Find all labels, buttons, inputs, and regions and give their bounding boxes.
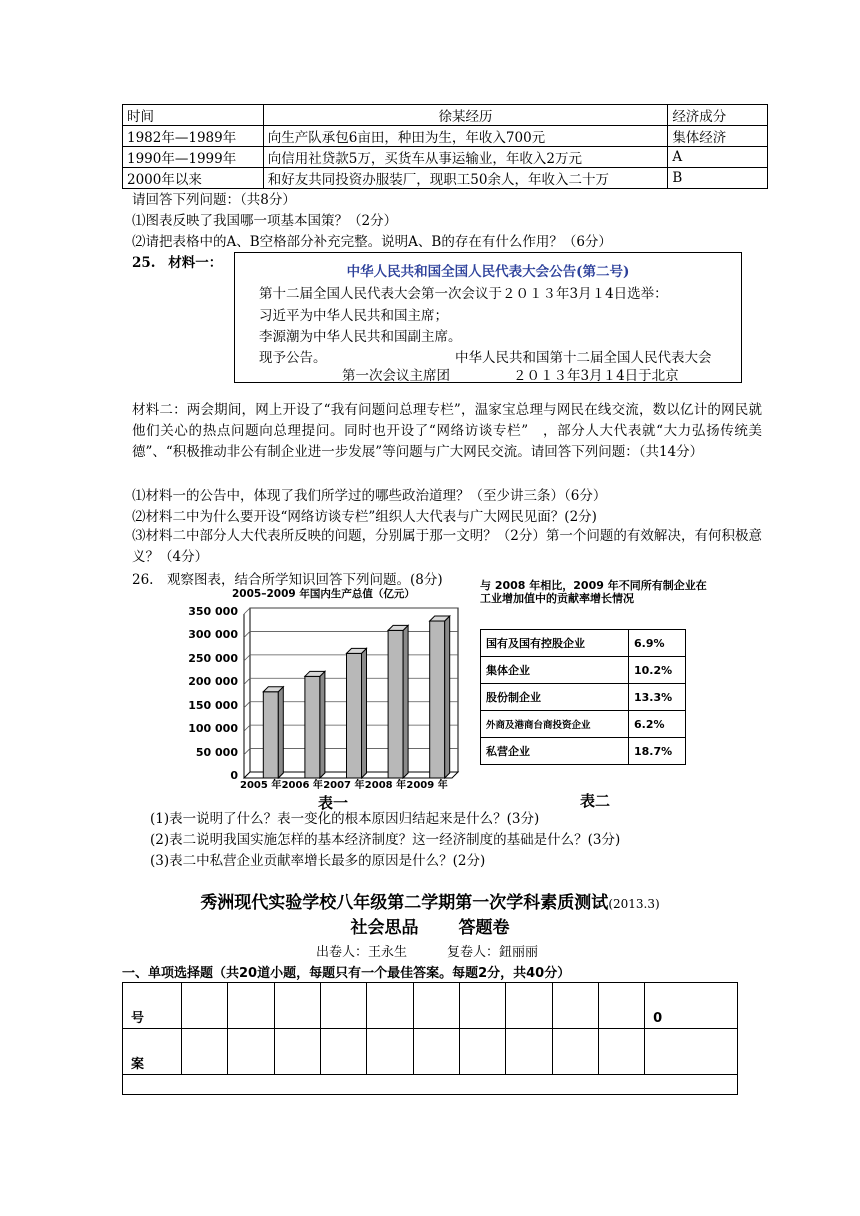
- notice-line: 习近平为中华人民共和国主席；: [259, 308, 448, 324]
- table-cell: 2000年以来: [123, 168, 264, 189]
- grid-cell: 号: [123, 983, 182, 1029]
- table-row: [123, 126, 768, 147]
- q24-question-2: ⑵请把表格中的A、B空格部分补充完整。说明A、B的存在有什么作用？（6分）: [132, 234, 612, 250]
- material2-paragraph: 材料二：两会期间，网上开设了“我有问题问总理专栏”，温家宝总理与网民在线交流，数以亿计的网民就他们关心的热点问题向总理提问。同时也开设了“网络访谈专栏” ，部分人大代表就“大力弘扬传统美德”、“积极推动非公有制企业进一步发展”等问题与广大网民交流。请回答下列问题：（共14分）: [132, 402, 762, 460]
- grid-cell[interactable]: [182, 983, 228, 1029]
- exam-authors: [316, 941, 538, 960]
- table-row: [481, 657, 686, 684]
- gridline: [244, 749, 250, 755]
- x-tick-label: 2009 年: [406, 780, 448, 791]
- table-row: [123, 168, 768, 189]
- q25-question-1: ⑴材料一的公告中，体现了我们所学过的哪些政治道理？（至少讲三条）（6分）: [132, 488, 607, 504]
- table2-caption: 表二: [580, 792, 611, 810]
- author: 出卷人：王永生: [316, 945, 408, 960]
- bar-2008: [388, 630, 403, 778]
- grid-cell[interactable]: [320, 983, 366, 1029]
- table-cell: 1982年—1989年: [123, 126, 264, 147]
- notice-line: 中华人民共和国第十二届全国人民代表大会: [455, 350, 712, 366]
- contribution-rate-cell: 10.2%: [629, 657, 686, 684]
- grid-cell[interactable]: [598, 983, 644, 1029]
- grid-cell[interactable]: [506, 983, 552, 1029]
- contribution-rate-cell: 13.3%: [629, 684, 686, 711]
- answer-cell[interactable]: [274, 1029, 320, 1075]
- bar-2007: [347, 653, 362, 778]
- q24-question-1: ⑴图表反映了我国哪一项基本国策？（2分）: [132, 213, 398, 229]
- gdp-bar-chart: [236, 606, 462, 792]
- contribution-rate-cell: 18.7%: [629, 738, 686, 765]
- enterprise-type-cell: 国有及国有控股企业: [481, 630, 629, 657]
- notice-line: 李源潮为中华人民共和国副主席。: [259, 329, 462, 345]
- gridline: [244, 725, 250, 731]
- answer-grid: [122, 982, 738, 1095]
- x-tick-label: 2005 年: [240, 780, 282, 791]
- bar-2005: [263, 692, 278, 778]
- q26-question-1: (1)表一说明了什么？表一变化的根本原因归结起来是什么？(3分): [150, 811, 540, 827]
- table2-title: 与 2008 年相比，2009 年不同所有制企业在工业增加值中的贡献率增长情况: [480, 579, 707, 605]
- table-cell: 向信用社贷款5万，买货车从事运输业，年收入2万元: [263, 147, 668, 168]
- chart1-title: 2005–2009 年国内生产总值（亿元）: [232, 588, 415, 600]
- gridline: [244, 678, 250, 684]
- notice-line: 第一次会议主席团: [342, 368, 450, 384]
- economy-table: [122, 104, 768, 189]
- bar-side: [445, 616, 450, 778]
- answer-cell[interactable]: [228, 1029, 274, 1075]
- header-cell: 徐某经历: [263, 105, 668, 126]
- answer-cell[interactable]: [367, 1029, 413, 1075]
- table-row: [481, 738, 686, 765]
- header-cell: 经济成分: [668, 105, 768, 126]
- q25-number: 25.: [132, 255, 156, 271]
- answer-sheet-title: [0, 888, 860, 913]
- contribution-rate-cell: 6.9%: [629, 630, 686, 657]
- bar-side: [362, 648, 367, 778]
- table-row: [123, 147, 768, 168]
- grid-cell: [123, 1075, 738, 1095]
- ownership-contribution-table: [480, 629, 686, 765]
- y-tick-label: 0: [230, 769, 238, 782]
- answer-grid-row: [123, 1029, 738, 1075]
- table-cell: 向生产队承包6亩田，种田为生，年收入700元: [263, 126, 668, 147]
- q25-question-2: ⑵材料二中为什么要开设“网络访谈专栏”组织人大代表与广大网民见面？(2分): [132, 509, 597, 525]
- grid-cell: 0: [645, 983, 738, 1029]
- bar-side: [403, 625, 408, 778]
- bar-2006: [305, 676, 320, 778]
- q26-question-2: (2)表二说明我国实施怎样的基本经济制度？这一经济制度的基础是什么？(3分): [150, 832, 621, 848]
- y-tick-label: 150 000: [188, 698, 238, 712]
- x-tick-label: 2007 年: [323, 780, 365, 791]
- bar-side: [320, 671, 325, 778]
- notice-line: 第十二届全国人民代表大会第一次会议于２０１３年3月１4日选举：: [259, 286, 668, 302]
- answer-sheet-subtitle: [0, 913, 860, 938]
- answer-cell[interactable]: [645, 1029, 738, 1075]
- subject-name: 社会思品: [350, 918, 419, 938]
- grid-cell[interactable]: [552, 983, 598, 1029]
- grid-cell: 案: [123, 1029, 182, 1075]
- enterprise-type-cell: 外商及港商台商投资企业: [481, 711, 629, 738]
- notice-title: 中华人民共和国全国人民代表大会公告(第二号): [346, 264, 630, 280]
- grid-cell[interactable]: [228, 983, 274, 1029]
- bar-2009: [430, 621, 445, 778]
- q24-intro: 请回答下列问题：（共8分）: [132, 192, 296, 208]
- table-row: [481, 630, 686, 657]
- enterprise-type-cell: 私营企业: [481, 738, 629, 765]
- exam-date: (2013.3): [608, 897, 660, 911]
- answer-grid-row: [123, 1075, 738, 1095]
- grid-cell[interactable]: [274, 983, 320, 1029]
- material1-label: 材料一：: [168, 255, 223, 271]
- answer-cell[interactable]: [598, 1029, 644, 1075]
- exam-title: 秀洲现代实验学校八年级第二学期第一次学科素质测试: [200, 893, 609, 913]
- q26-question-3: (3)表二中私营企业贡献率增长最多的原因是什么？(2分): [150, 853, 486, 869]
- grid-cell[interactable]: [367, 983, 413, 1029]
- answer-cell[interactable]: [320, 1029, 366, 1075]
- gridline: [244, 631, 250, 637]
- sheet-type: 答题卷: [458, 918, 510, 938]
- gridline: [244, 702, 250, 708]
- table-cell: B: [668, 168, 768, 189]
- q25-question-3: ⑶材料二中部分人大代表所反映的问题，分别属于那一文明？（2分）第一个问题的有效解决，有何积极意义？（4分）: [132, 528, 762, 565]
- answer-cell[interactable]: [182, 1029, 228, 1075]
- x-tick-label: 2006 年: [281, 780, 323, 791]
- x-tick-label: 2008 年: [364, 780, 407, 791]
- q26-intro: 26. 观察图表，结合所学知识回答下列问题。(8分): [132, 572, 443, 588]
- y-tick-label: 350 000: [188, 605, 238, 618]
- bar-side: [278, 687, 283, 778]
- contribution-rate-cell: 6.2%: [629, 711, 686, 738]
- table-cell: A: [668, 147, 768, 168]
- gridline: [244, 608, 250, 614]
- table-header-row: [123, 105, 768, 126]
- q25-heading: [132, 251, 222, 271]
- table-cell: 1990年—1999年: [123, 147, 264, 168]
- notice-line: 现予公告。: [259, 350, 327, 366]
- table-cell: 集体经济: [668, 126, 768, 147]
- enterprise-type-cell: 股份制企业: [481, 684, 629, 711]
- notice-box: [234, 252, 742, 383]
- notice-line: ２０１３年3月１4日于北京: [513, 368, 679, 384]
- answer-cell[interactable]: [506, 1029, 552, 1075]
- y-tick-label: 300 000: [188, 628, 238, 642]
- grid-cell[interactable]: [459, 983, 505, 1029]
- chart1-caption: 表一: [318, 794, 349, 812]
- answer-cell[interactable]: [459, 1029, 505, 1075]
- y-tick-label: 250 000: [188, 651, 238, 665]
- answer-cell[interactable]: [552, 1029, 598, 1075]
- y-tick-label: 200 000: [188, 675, 238, 689]
- enterprise-type-cell: 集体企业: [481, 657, 629, 684]
- table-cell: 和好友共同投资办服装厂，现职工50余人，年收入二十万: [263, 168, 668, 189]
- y-tick-label: 100 000: [188, 722, 238, 736]
- gridline: [244, 655, 250, 661]
- y-tick-label: 50 000: [195, 745, 238, 759]
- grid-cell[interactable]: [413, 983, 459, 1029]
- answer-grid-row: [123, 983, 738, 1029]
- reviewer: 复卷人：鈕丽丽: [447, 945, 539, 960]
- table-row: [481, 684, 686, 711]
- header-cell: 时间: [123, 105, 264, 126]
- table-row: [481, 711, 686, 738]
- answer-cell[interactable]: [413, 1029, 459, 1075]
- section1-heading: 一、单项选择题（共20道小题，每题只有一个最佳答案。每题2分，共40分）: [122, 966, 571, 981]
